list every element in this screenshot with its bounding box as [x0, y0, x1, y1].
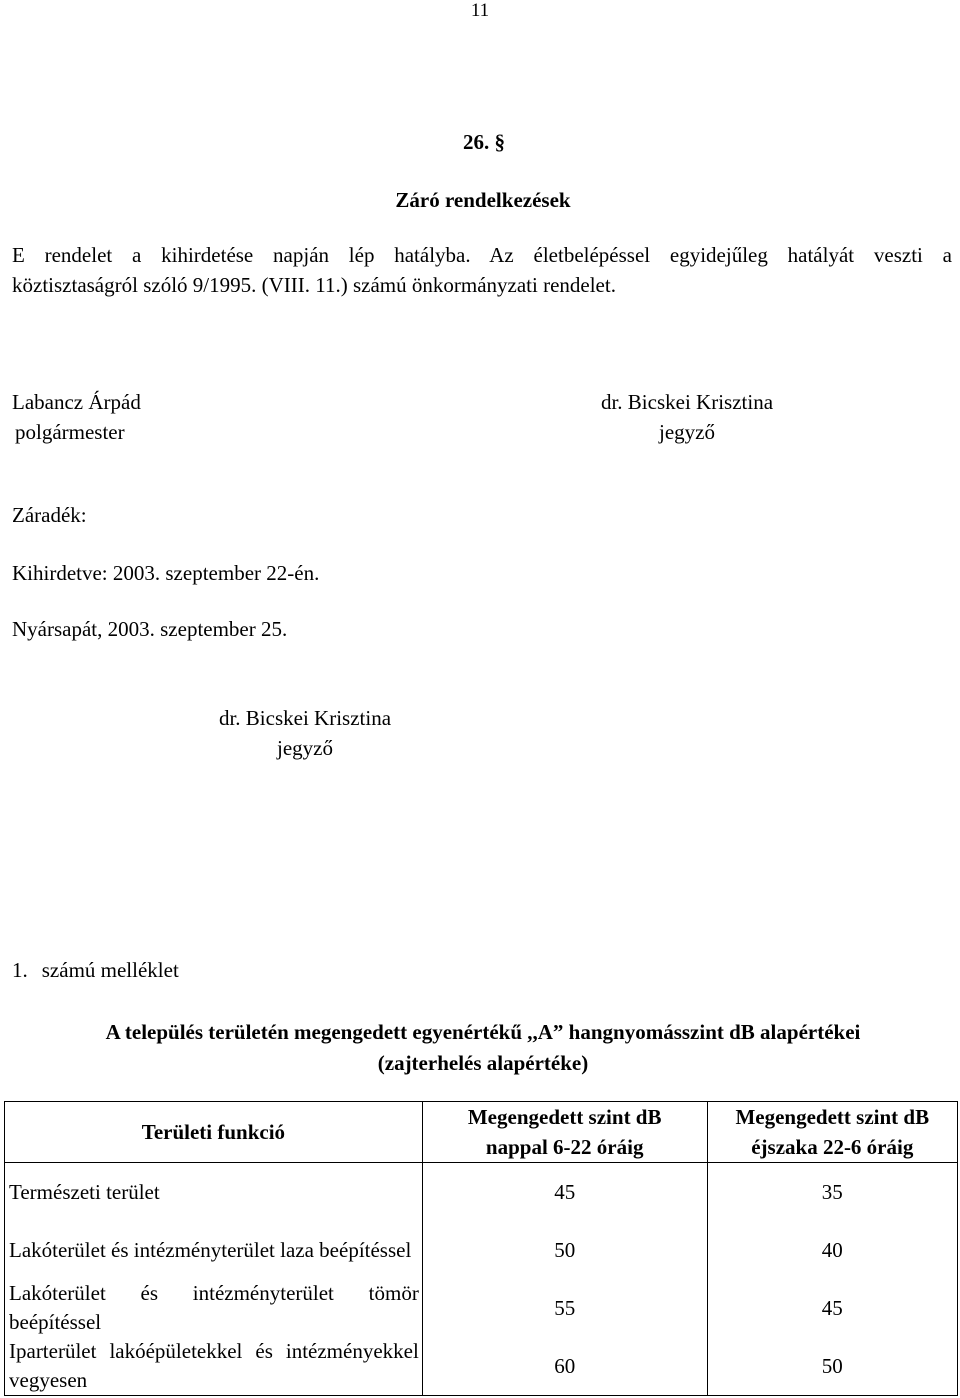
- signature-role: jegyző: [659, 420, 715, 444]
- annex-label-text: számú melléklet: [41, 958, 179, 982]
- page-number: 11: [470, 0, 490, 21]
- annex-number: 1.: [12, 958, 28, 982]
- header-day-line-1: Megengedett szint dB: [467, 1105, 662, 1129]
- row-night-value: 45: [707, 1279, 957, 1337]
- header-function: [5, 1102, 423, 1163]
- row-function: Iparterület lakóépületekkel és intézményekkel vegyesen: [5, 1337, 423, 1396]
- annex-title: [0, 1017, 960, 1079]
- signature-role: jegyző: [277, 736, 333, 760]
- header-function-label: Területi funkció: [141, 1120, 286, 1144]
- header-night-limit: [707, 1102, 957, 1163]
- annex-label: [12, 958, 179, 983]
- signature-name: Labancz Árpád: [12, 390, 141, 414]
- annex-title-line-1: A település területén megengedett egyenértékű ,,A” hangnyomásszint dB alapértékei: [105, 1020, 861, 1044]
- header-night-line-1: Megengedett szint dB: [735, 1105, 930, 1129]
- signature-notary: [572, 387, 802, 447]
- signature-clause-notary: [205, 703, 405, 763]
- section-number: 26. §: [463, 130, 505, 154]
- header-night-line-2: éjszaka 22-6 óráig: [751, 1135, 914, 1159]
- signature-name: dr. Bicskei Krisztina: [600, 390, 774, 414]
- clause-label: Záradék:: [12, 503, 87, 527]
- place-and-date: Nyársapát, 2003. szeptember 25.: [12, 617, 288, 641]
- signature-mayor: [12, 387, 232, 447]
- row-night-value: 35: [707, 1163, 957, 1222]
- header-day-limit: [422, 1102, 707, 1163]
- table-row: [5, 1221, 958, 1279]
- table-header-row: [5, 1102, 958, 1163]
- table-row: [5, 1337, 958, 1396]
- row-day-value: 60: [422, 1337, 707, 1396]
- table-row: [5, 1163, 958, 1222]
- signature-name: dr. Bicskei Krisztina: [218, 706, 392, 730]
- row-night-value: 40: [707, 1221, 957, 1279]
- row-day-value: 50: [422, 1221, 707, 1279]
- row-night-value: 50: [707, 1337, 957, 1396]
- row-function: Lakóterület és intézményterület laza beépítéssel: [5, 1221, 423, 1279]
- section-title: Záró rendelkezések: [395, 188, 571, 212]
- annex-title-line-2: (zajterhelés alapértéke): [377, 1051, 589, 1075]
- paragraph-line-1: E rendelet a kihirdetése napján lép hatályba. Az életbelépéssel egyidejűleg hatályát veszti a: [12, 243, 952, 267]
- row-function: Lakóterület és intézményterület tömör beépítéssel: [5, 1279, 423, 1337]
- row-day-value: 55: [422, 1279, 707, 1337]
- paragraph-line-2: köztisztaságról szóló 9/1995. (VIII. 11.) számú önkormányzati rendelet.: [12, 273, 616, 297]
- publication-date: Kihirdetve: 2003. szeptember 22-én.: [12, 561, 320, 585]
- table-row: [5, 1279, 958, 1337]
- header-day-line-2: nappal 6-22 óráig: [485, 1135, 644, 1159]
- row-day-value: 45: [422, 1163, 707, 1222]
- row-function: Természeti terület: [5, 1163, 423, 1222]
- noise-limit-table: [4, 1101, 958, 1396]
- signature-role: polgármester: [15, 420, 125, 444]
